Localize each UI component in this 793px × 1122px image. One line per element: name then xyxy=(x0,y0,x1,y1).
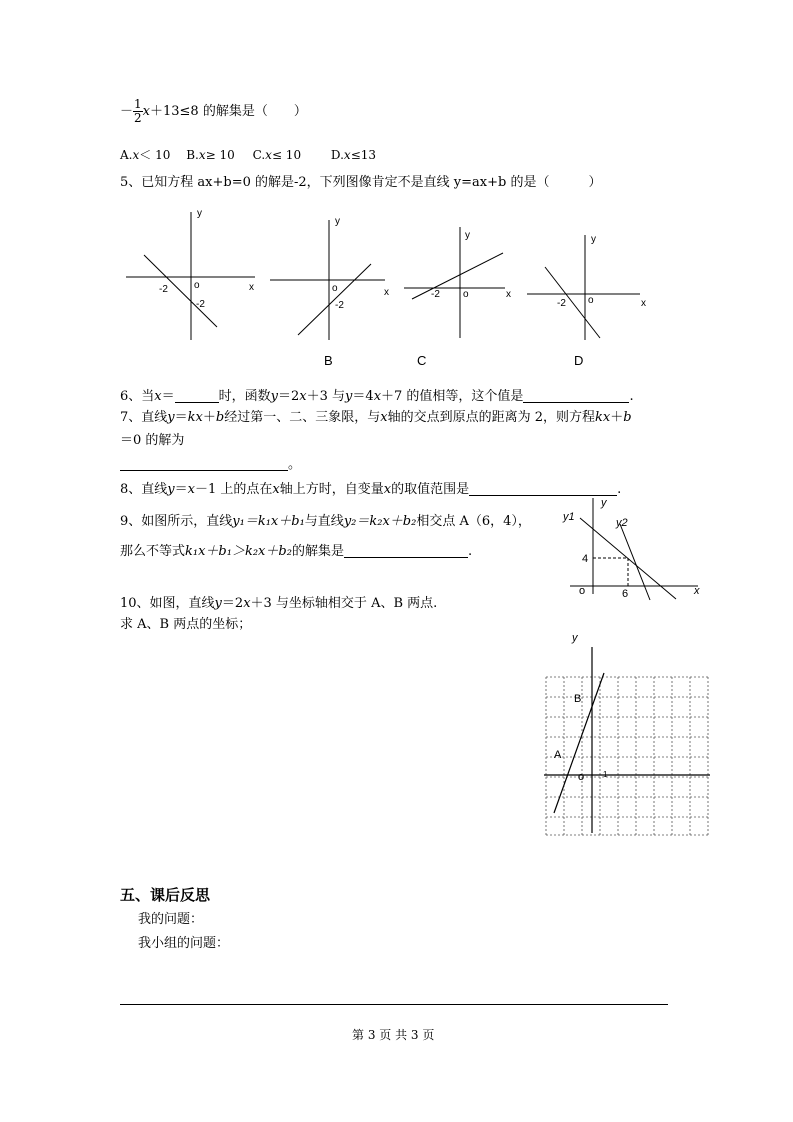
q10-grid xyxy=(546,677,710,835)
q9-answer-blank[interactable] xyxy=(344,543,468,558)
q4-options: A.x＜ 10 B.x≥ 10 C.x≤ 10 D.x≤13 xyxy=(120,148,377,162)
q6-answer-blank-1[interactable] xyxy=(175,388,219,403)
q10-grid-figure xyxy=(540,625,715,840)
q9-label-x: x xyxy=(694,585,700,597)
q9-label-6: 6 xyxy=(622,588,629,600)
q5-graph-d-xint: -2 xyxy=(557,298,566,309)
q7: 7、直线y＝kx＋b经过第一、二、三象限，与x轴的交点到原点的距离为 2，则方程kx＋b xyxy=(120,410,632,425)
q6: 6、当x＝ 时，函数y＝2x＋3 与y＝4x＋7 的值相等，这个值是 . xyxy=(120,389,634,404)
q5-caption-b: B xyxy=(324,353,333,368)
q5-graph-b-yint: -2 xyxy=(335,300,344,311)
section-title: 五、课后反思 xyxy=(120,886,211,904)
q5-graph-c-y-label: y xyxy=(465,230,470,241)
q10-line1: 10、如图，直线y＝2x＋3 与坐标轴相交于 A、B 两点. xyxy=(120,596,438,611)
q10-label-a: A xyxy=(554,749,562,761)
q10-label-1: 1 xyxy=(603,770,608,779)
q9-label-o: o xyxy=(579,585,586,597)
q5-graph-c-xint: -2 xyxy=(431,289,440,300)
q10-label-o: o xyxy=(578,771,585,783)
q7-line3: 。 xyxy=(120,453,301,472)
q5-graph-a-line xyxy=(144,255,217,327)
reflection-my-question: 我的问题： xyxy=(138,912,204,927)
q5-graph-a-origin: o xyxy=(194,280,200,291)
q5-graph-c-origin: o xyxy=(463,289,469,300)
q5-graph-c-x-label: x xyxy=(506,289,511,300)
q5-graph-b-y-label: y xyxy=(335,216,340,227)
q9-line1: 9、如图所示，直线y₁＝k₁x＋b₁与直线y₂＝k₂x＋b₂相交点 A（6，4）， xyxy=(120,514,531,529)
footer-rule xyxy=(120,1004,668,1005)
q5-stem: 5、已知方程 ax+b=0 的解是-2，下列图像肯定不是直线 y=ax+b 的是（ ） xyxy=(120,175,602,190)
q5-graph-a-x-label: x xyxy=(249,282,254,293)
q8: 8、直线y＝x－1 上的点在x轴上方时，自变量x的取值范围是 . xyxy=(120,482,622,497)
q9-label-y: y xyxy=(601,497,607,509)
q10-label-b: B xyxy=(574,693,582,705)
q9-figure xyxy=(560,494,705,604)
q5-graph-b-origin: o xyxy=(332,283,338,294)
q5-graph-a-y-label: y xyxy=(197,208,202,219)
q5-graph-c-line xyxy=(412,253,503,299)
q5-graph-d-y-label: y xyxy=(591,234,596,245)
q9-label-y1: y1 xyxy=(563,511,575,523)
q5-graph-a-yint: -2 xyxy=(196,299,205,310)
q5-graph-a-xint: -2 xyxy=(159,284,168,295)
q7-line2: ＝0 的解为 xyxy=(120,433,185,448)
q5-caption-c: C xyxy=(417,353,427,368)
q7-answer-blank[interactable] xyxy=(120,456,288,471)
reflection-group-question: 我小组的问题： xyxy=(138,936,230,951)
q9-line2: 那么不等式k₁x＋b₁＞k₂x＋b₂的解集是 . xyxy=(120,544,473,559)
page-number: 第 3 页 共 3 页 xyxy=(352,1028,435,1042)
q10-line2: 求 A、B 两点的坐标； xyxy=(120,617,252,632)
q9-label-4: 4 xyxy=(582,553,589,565)
q9-label-y2: y2 xyxy=(616,517,628,529)
q6-answer-blank-2[interactable] xyxy=(523,388,629,403)
q10-label-y: y xyxy=(572,632,578,644)
q5-graph-d-x-label: x xyxy=(641,298,646,309)
q5-graph-b-x-label: x xyxy=(384,287,389,298)
q5-graph-d-origin: o xyxy=(588,295,594,306)
q5-caption-d: D xyxy=(574,353,584,368)
q4-fraction: $\frac{1}{2}$ xyxy=(134,97,142,125)
q5-graphs xyxy=(120,200,660,375)
q4-stem: － $\frac{1}{2}$ x＋13≤8 的解集是（ ） xyxy=(120,97,307,125)
